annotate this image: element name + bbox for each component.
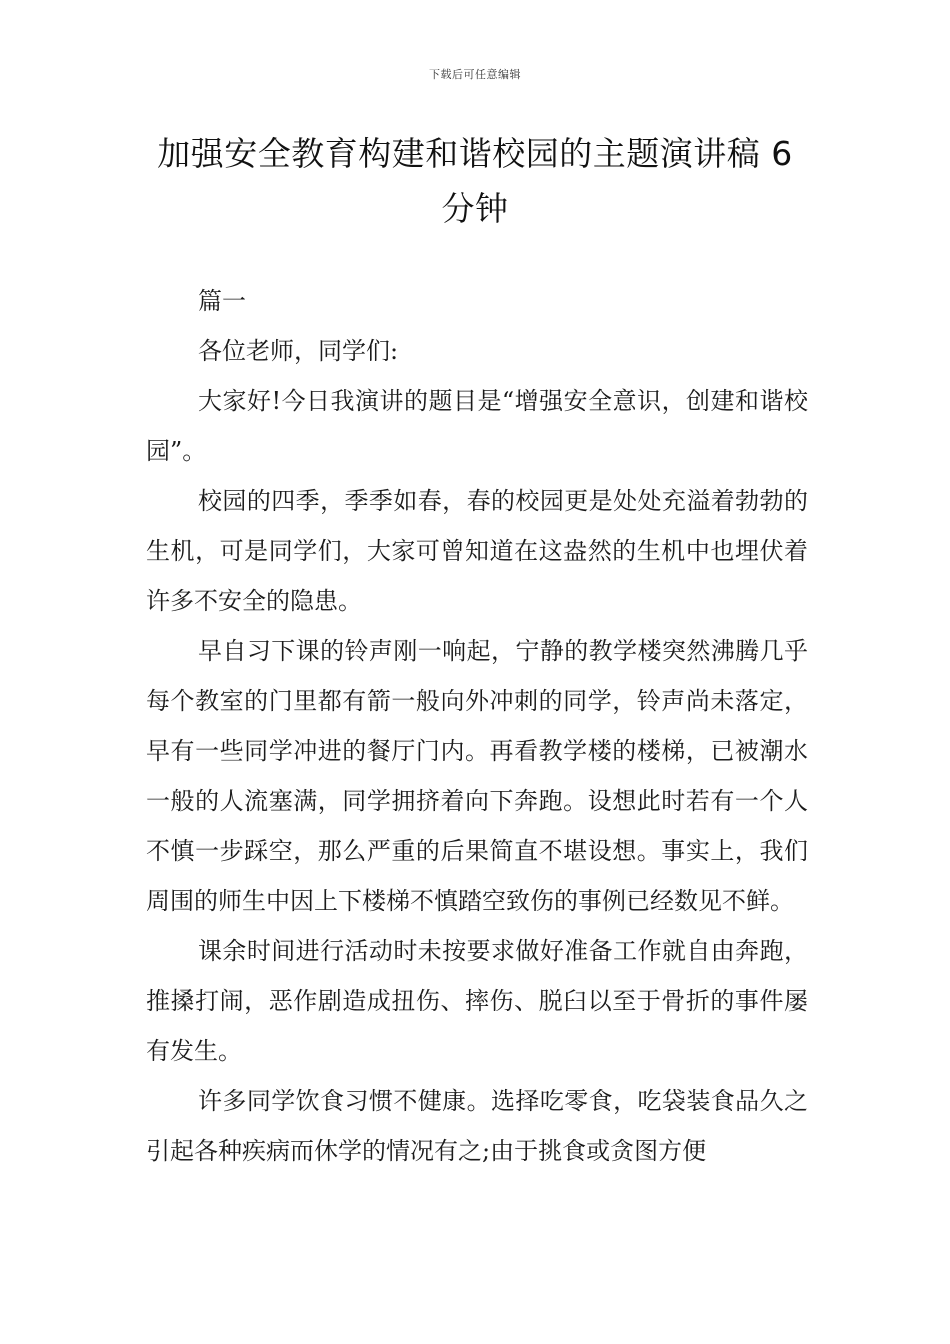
paragraph: 早自习下课的铃声刚一响起，宁静的教学楼突然沸腾几乎每个教室的门里都有箭一般向外冲刺的同学，铃声尚未落定，早有一些同学冲进的餐厅门内。再看教学楼的楼梯，已被潮水一般的人流塞满，同学拥挤着向下奔跑。设想此时若有一个人不慎一步踩空，那么严重的后果简直不堪设想。事实上，我们周围的师生中因上下楼梯不慎踏空致伤的事例已经数见不鲜。 [146, 637, 808, 915]
section-heading: 篇一 [198, 287, 246, 315]
title-line-1: 加强安全教育构建和谐校园的主题演讲稿 6 [157, 134, 793, 173]
paragraph: 许多同学饮食习惯不健康。选择吃零食，吃袋装食品久之引起各种疾病而休学的情况有之;由于挑食或贪图方便 [146, 1087, 808, 1165]
salutation: 各位老师，同学们: [198, 337, 399, 365]
paragraph: 课余时间进行活动时未按要求做好准备工作就自由奔跑，推搡打闹，恶作剧造成扭伤、摔伤、脱臼以至于骨折的事件屡有发生。 [146, 937, 808, 1065]
document-body [146, 276, 808, 1176]
document-title [120, 126, 830, 236]
header-note: 下载后可任意编辑 [429, 68, 521, 81]
paragraph: 大家好!今日我演讲的题目是“增强安全意识，创建和谐校园”。 [146, 387, 808, 465]
title-line-2: 分钟 [441, 189, 509, 228]
paragraph: 校园的四季，季季如春，春的校园更是处处充溢着勃勃的生机，可是同学们，大家可曾知道在这盎然的生机中也埋伏着许多不安全的隐患。 [146, 487, 808, 615]
